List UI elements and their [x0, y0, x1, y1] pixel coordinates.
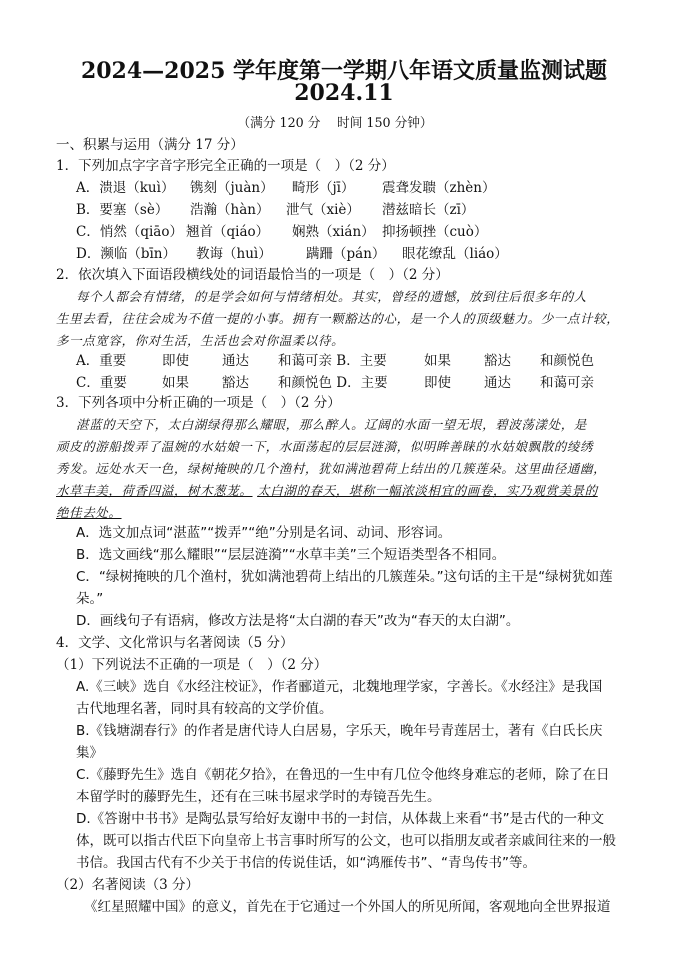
- q2-option: 豁达: [484, 353, 511, 369]
- q2-stem: 2．依次填入下面语段横线处的词语最恰当的一项是（ ）（2 分）: [56, 267, 449, 283]
- q4-option: 体，既可以指古代臣下向皇帝上书言事时所写的公文，也可以指朋友或者亲戚间往来的一般: [76, 833, 616, 849]
- q4-reading-line: 《红星照耀中国》的意义，首先在于它通过一个外国人的所见所闻，客观地向全世界报道: [84, 899, 611, 915]
- q3-stem: 3．下列各项中分析正确的一项是（ ）（2 分）: [56, 395, 341, 411]
- q3-passage-line: 顽皮的游船拨弄了温婉的水姑娘一下，水面荡起的层层涟漪，似明眸善睐的水姑娘飘散的绫绣: [56, 439, 594, 454]
- q3-passage-line: [56, 504, 122, 522]
- q1-option: 潜兹暗长（zī）: [382, 202, 475, 218]
- q2-passage-line: 每个人都会有情绪，的是学会如何与情绪相处。其实，曾经的遗憾，放到往后很多年的人: [76, 289, 587, 304]
- q3-option: B．选文画线“那么耀眼”“层层涟漪”“水草丰美”三个短语类型各不相同。: [76, 547, 506, 563]
- q1-option: 浩瀚（hàn）: [190, 202, 270, 218]
- q1-option: 畸形（jī）: [292, 180, 355, 196]
- q1-option: B．要塞（sè）: [76, 202, 169, 218]
- q1-option: D．濒临（bīn）: [76, 246, 176, 262]
- q2-option: 通达: [484, 375, 511, 391]
- q4-option: 集》: [76, 745, 103, 761]
- q2-option: 即使: [162, 353, 189, 369]
- q3-passage-line: 湛蓝的天空下，太白湖绿得那么耀眼，那么醉人。辽阔的水面一望无垠，碧波荡漾处，是: [76, 417, 587, 432]
- q3-passage-line: [56, 482, 598, 500]
- q2-option: C．重要: [76, 375, 127, 391]
- q2-option: 和颜悦色: [540, 353, 594, 369]
- q1-option: 泄气（xiè）: [286, 202, 360, 218]
- q3-option: A．选文加点词“湛蓝”“拨弄”“绝”分别是名词、动词、形容词。: [76, 525, 452, 541]
- exam-title: 2024—2025 学年度第一学期八年语文质量监测试题: [80, 58, 608, 84]
- q1-option: 镌刻（juàn）: [190, 180, 274, 196]
- q2-passage-line: 多一点宽容，你对生活，生活也会对你温柔以待。: [56, 333, 345, 348]
- q1-option: 震聋发聩（zhèn）: [382, 180, 496, 196]
- underlined-sentence: 太白湖的春天，堪称一幅浓淡相宜的画卷，实乃观赏美景的: [257, 483, 598, 498]
- q1-option: A．溃退（kuì）: [76, 180, 175, 196]
- underlined-phrase: 水草丰美，荷香四溢，树木葱茏。: [56, 483, 253, 498]
- q4-option: B.《钱塘湖春行》的作者是唐代诗人白居易，字乐天，晚年号青莲居士，著有《白氏长庆: [76, 723, 603, 739]
- q2-option: 如果: [162, 375, 189, 391]
- q1-option: 蹒跚（pán）: [306, 246, 386, 262]
- q4-option: 古代地理名著，同时具有较高的文学价值。: [76, 701, 333, 717]
- q1-option: 翘首（qiáo）: [186, 224, 270, 240]
- q2-option: A．重要: [76, 353, 127, 369]
- q2-option: 和蔼可亲 B．主要: [278, 353, 387, 369]
- q2-option: 通达: [222, 353, 249, 369]
- q2-option: 如果: [424, 353, 451, 369]
- underlined-sentence-end: 绝佳去处。: [56, 505, 122, 520]
- q4-option: 书信。我国古代有不少关于书信的传说佳话，如“鸿雁传书”、“青鸟传书”等。: [76, 855, 536, 871]
- q4-option: C.《藤野先生》选自《朝花夕拾》，在鲁迅的一生中有几位令他终身难忘的老师，除了在日: [76, 767, 610, 783]
- exam-date: 2024.11: [294, 80, 394, 106]
- q2-option: 即使: [424, 375, 451, 391]
- q4-option: D.《答谢中书书》是陶弘景写给好友谢中书的一封信，从体裁上来看“书”是古代的一种文: [76, 811, 605, 827]
- q2-option: 和颜悦色 D．主要: [278, 375, 388, 391]
- q1-option: 眼花缭乱（liáo）: [402, 246, 508, 262]
- exam-info: （满分 120 分 时间 150 分钟）: [237, 116, 433, 131]
- q3-option: 朵。”: [76, 591, 104, 607]
- q4-sub1: （1）下列说法不正确的一项是（ ）（2 分）: [56, 657, 328, 673]
- q3-passage-line: 秀发。远处水天一色，绿树掩映的几个渔村，犹如满池碧荷上结出的几簇莲朵。这里曲径通幽，: [56, 461, 607, 476]
- q1-option: 娴熟（xián）: [292, 224, 375, 240]
- q3-option: C．“绿树掩映的几个渔村，犹如满池碧荷上结出的几簇莲朵。”这句话的主干是“绿树犹如莲: [76, 569, 613, 585]
- q2-option: 豁达: [222, 375, 249, 391]
- q4-sub2: （2）名著阅读（3 分）: [56, 877, 199, 893]
- q1-option: C．悄然（qiāo）: [76, 224, 183, 240]
- q1-option: 教诲（huì）: [196, 246, 272, 262]
- q2-passage-line: 生里去看，往往会成为不值一提的小事。拥有一颗豁达的心，是一个人的顶级魅力。少一点计较，: [56, 311, 620, 326]
- q4-option: A.《三峡》选自《水经注校证》，作者郦道元，北魏地理学家，字善长。《水经注》是我国: [76, 679, 603, 695]
- q4-option: 本留学时的藤野先生，还有在三味书屋求学时的寿镜吾先生。: [76, 789, 441, 805]
- q4-stem: 4．文学、文化常识与名著阅读（5 分）: [56, 635, 294, 651]
- q2-option: 和蔼可亲: [540, 375, 594, 391]
- section-heading: 一、积累与运用（满分 17 分）: [56, 137, 244, 153]
- q1-stem: 1．下列加点字字音字形完全正确的一项是（ ）（2 分）: [56, 158, 395, 174]
- q1-option: 抑扬顿挫（cuò）: [382, 224, 488, 240]
- q3-option: D．画线句子有语病，修改方法是将“太白湖的春天”改为“春天的太白湖”。: [76, 613, 520, 629]
